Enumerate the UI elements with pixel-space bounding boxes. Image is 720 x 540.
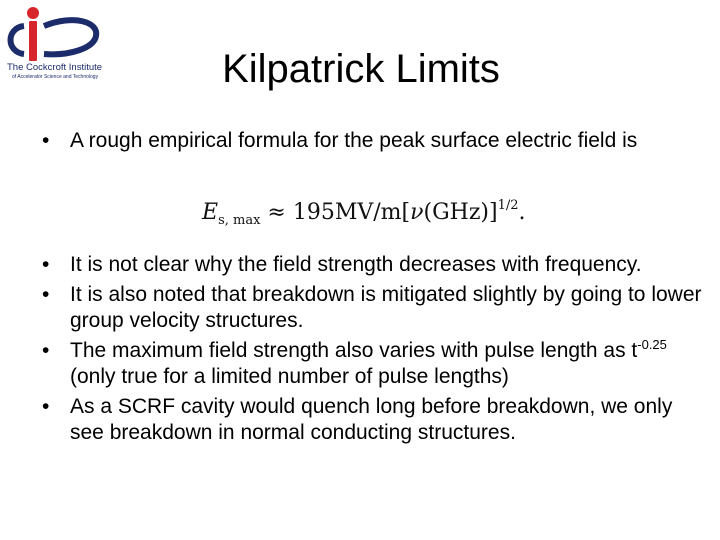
bullet-text: It is not clear why the field strength decreases with frequency. [70, 253, 642, 276]
bullet-icon: • [42, 283, 50, 306]
formula-nu: ν [410, 200, 424, 225]
formula-unit: (GHz)] [423, 200, 498, 225]
formula-lhs: E [202, 200, 219, 225]
kilpatrick-formula [202, 198, 526, 234]
intro-list [42, 128, 682, 154]
bullet-list [42, 252, 702, 450]
bullet-text-before: The maximum field strength also varies with pulse length as t [70, 339, 638, 362]
bullet-text [70, 339, 667, 388]
slide-title: Kilpatrick Limits [222, 47, 500, 91]
formula-rhs: 195MV/m[ [292, 200, 411, 225]
bullet-icon: • [42, 395, 50, 418]
bullet-icon: • [42, 339, 50, 362]
list-item [42, 338, 702, 390]
formula-subscript: s, max [218, 213, 261, 228]
logo-subtitle: of Accelerator Science and Technology [12, 74, 99, 80]
formula-period: . [518, 200, 526, 225]
logo-name: The Cockcroft Institute [7, 62, 103, 73]
bullet-icon: • [42, 253, 50, 276]
list-item [42, 128, 682, 154]
list-item [42, 394, 702, 446]
bullet-text-after: (only true for a limited number of pulse lengths) [70, 365, 509, 388]
bullet-text: It is also noted that breakdown is mitigated slightly by going to lower group velocity structures. [70, 283, 702, 332]
list-item [42, 252, 702, 278]
formula-exponent: 1/2 [497, 198, 519, 213]
bullet-text: A rough empirical formula for the peak surface electric field is [70, 129, 638, 152]
bullet-superscript: -0.25 [637, 337, 667, 352]
formula-approx: ≈ [267, 200, 286, 225]
bullet-text: As a SCRF cavity would quench long before breakdown, we only see breakdown in normal conducting structures. [70, 395, 673, 444]
list-item [42, 282, 702, 334]
bullet-icon: • [42, 129, 50, 152]
